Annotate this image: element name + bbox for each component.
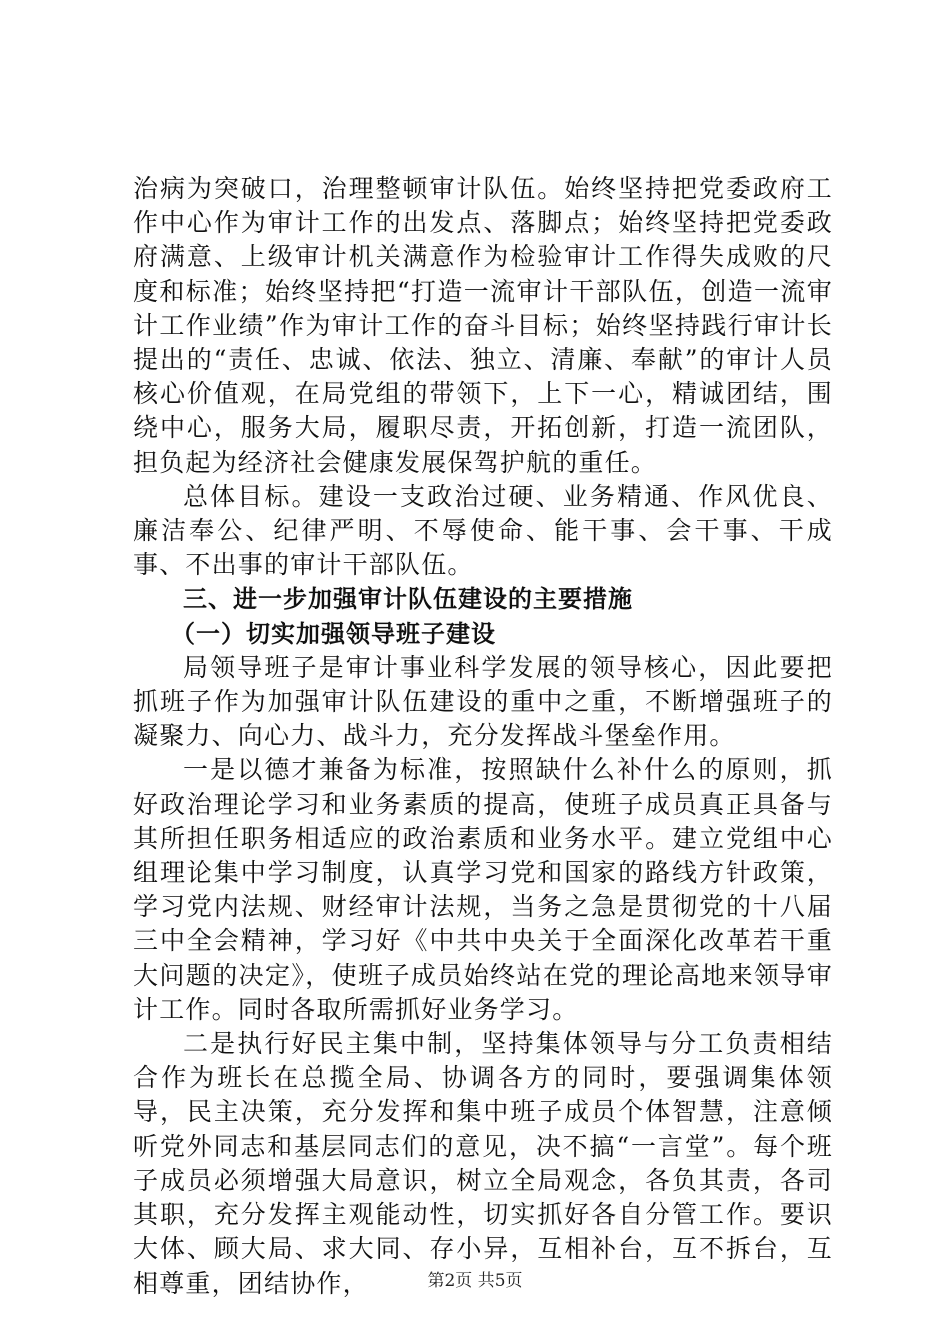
paragraph-continued: 治病为突破口，治理整顿审计队伍。始终坚持把党委政府工作中心作为审计工作的出发点、落脚点；始终坚持把党委政府满意、上级审计机关满意作为检验审计工作得失成败的尺度和标准；始终坚持把“打造一流审计干部队伍，创造一流审计工作业绩”作为审计工作的奋斗目标；始终坚持践行审计长提出的“责任、忠诚、依法、独立、清廉、奉献”的审计人员核心价值观，在局党组的带领下，上下一心，精诚团结，围绕中心，服务大局，履职尽责，开拓创新，打造一流团队，担负起为经济社会健康发展保驾护航的重任。 [133, 174, 833, 477]
paragraph-overall-goal: 总体目标。建设一支政治过硬、业务精通、作风优良、廉洁奉公、纪律严明、不辱使命、能干事、会干事、干成事、不出事的审计干部队伍。 [133, 481, 833, 580]
paragraph-point-two: 二是执行好民主集中制，坚持集体领导与分工负责相结合作为班长在总揽全局、协调各方的同时，要强调集体领导，民主决策，充分发挥和集中班子成员个体智慧，注意倾听党外同志和基层同志们的意见，决不搞“一言堂”。每个班子成员必须增强大局意识，树立全局观念，各负其责，各司其职，充分发挥主观能动性，切实抓好各自分管工作。要识大体、顾大局、求大同、存小异，互相补台，互不拆台，互相尊重，团结协作， [133, 1029, 833, 1298]
subsection-heading: （一）切实加强领导班子建设 [171, 619, 496, 648]
paragraph-leadership-core: 局领导班子是审计事业科学发展的领导核心，因此要把抓班子作为加强审计队伍建设的重中之重，不断增强班子的凝聚力、向心力、战斗力，充分发挥战斗堡垒作用。 [133, 652, 833, 751]
document-body [133, 172, 833, 1301]
paragraph-point-one: 一是以德才兼备为标准，按照缺什么补什么的原则，抓好政治理论学习和业务素质的提高，使班子成员真正具备与其所担任职务相适应的政治素质和业务水平。建立党组中心组理论集中学习制度，认真学习党和国家的路线方针政策，学习党内法规、财经审计法规，当务之急是贯彻党的十八届三中全会精神，学习好《中共中央关于全面深化改革若干重大问题的决定》，使班子成员始终站在党的理论高地来领导审计工作。同时各取所需抓好业务学习。 [133, 755, 833, 1024]
section-heading: 三、进一步加强审计队伍建设的主要措施 [183, 585, 633, 614]
page-number-footer: 第2页 共5页 [427, 1271, 523, 1291]
